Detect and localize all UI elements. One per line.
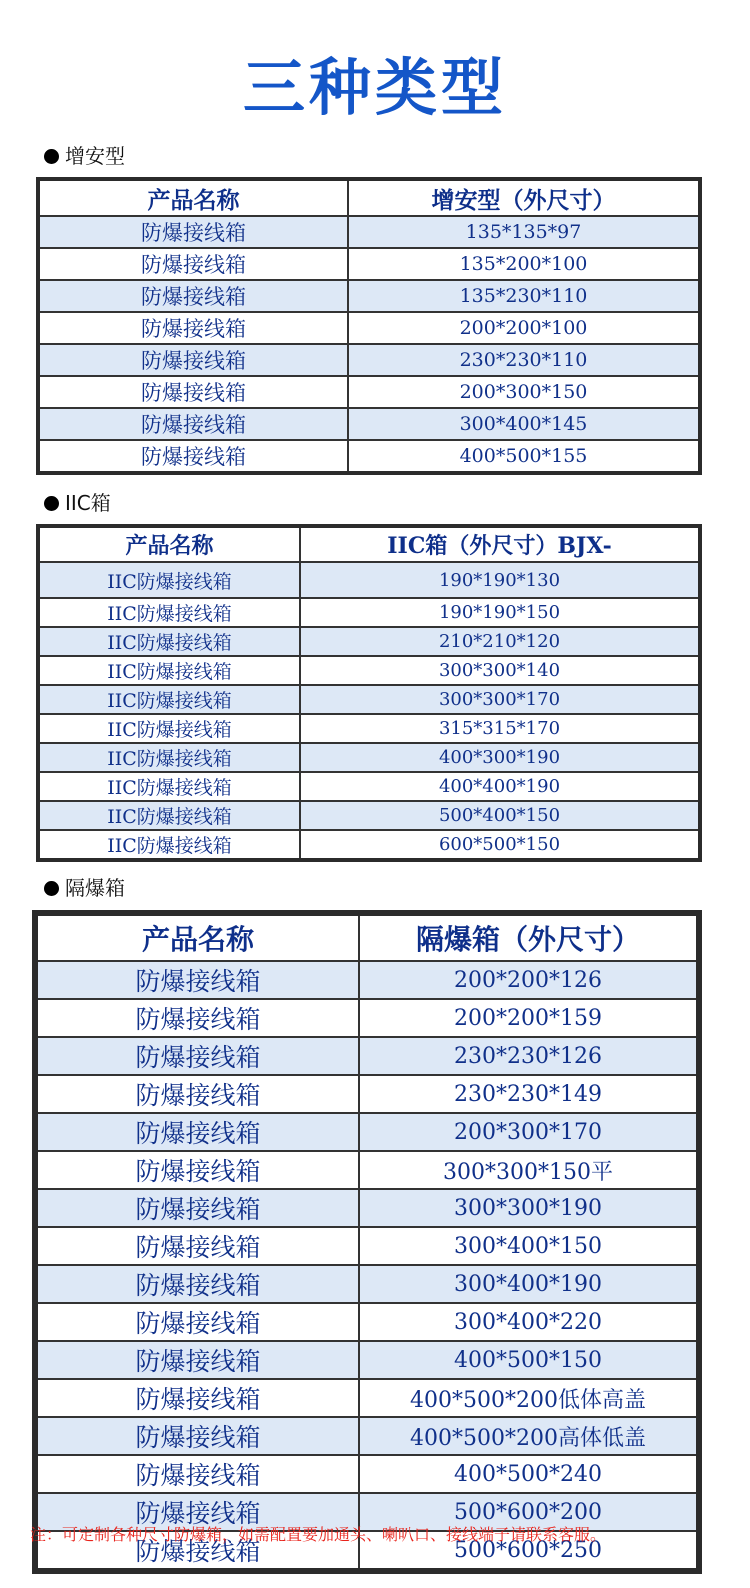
cell-size: 190*190*130 — [300, 562, 700, 598]
cell-product-name: IIC防爆接线箱 — [38, 714, 300, 743]
table-row — [38, 714, 700, 743]
bullet-icon — [44, 881, 59, 896]
table-row — [35, 999, 699, 1037]
table-header-row — [38, 179, 700, 216]
header-product-name: 产品名称 — [38, 179, 348, 216]
table-row — [38, 216, 700, 248]
table-row — [35, 1113, 699, 1151]
header-size: IIC箱（外尺寸）BJX- — [300, 526, 700, 562]
page-title: 三种类型 — [242, 51, 507, 124]
table-row — [38, 344, 700, 376]
section-label-gebao — [44, 872, 125, 901]
cell-product-name: 防爆接线箱 — [35, 1341, 359, 1379]
cell-product-name: 防爆接线箱 — [38, 248, 348, 280]
table-header-row — [38, 526, 700, 562]
cell-size: 400*400*190 — [300, 772, 700, 801]
table-row — [35, 1303, 699, 1341]
cell-size: 400*500*240 — [359, 1455, 699, 1493]
cell-product-name: 防爆接线箱 — [35, 1303, 359, 1341]
cell-size: 230*230*110 — [348, 344, 700, 376]
cell-product-name: 防爆接线箱 — [38, 280, 348, 312]
cell-size: 315*315*170 — [300, 714, 700, 743]
cell-size: 400*500*200高体低盖 — [359, 1417, 699, 1455]
cell-product-name: 防爆接线箱 — [35, 1531, 359, 1571]
cell-product-name: 防爆接线箱 — [35, 1265, 359, 1303]
cell-product-name: IIC防爆接线箱 — [38, 743, 300, 772]
header-product-name: 产品名称 — [38, 526, 300, 562]
cell-size: 135*230*110 — [348, 280, 700, 312]
section-label-text: 隔爆箱 — [65, 876, 125, 900]
cell-size: 190*190*150 — [300, 598, 700, 627]
cell-size: 300*400*220 — [359, 1303, 699, 1341]
cell-size: 500*600*250 — [359, 1531, 699, 1571]
cell-product-name: 防爆接线箱 — [35, 1493, 359, 1531]
table-row — [35, 961, 699, 999]
section-label-zengan — [44, 140, 125, 169]
cell-size: 135*135*97 — [348, 216, 700, 248]
table-row — [38, 801, 700, 830]
cell-product-name: 防爆接线箱 — [35, 999, 359, 1037]
table-row — [38, 280, 700, 312]
table-row — [38, 248, 700, 280]
table-gebao — [32, 910, 702, 1574]
cell-size: 200*200*159 — [359, 999, 699, 1037]
table-row — [38, 685, 700, 714]
cell-product-name: 防爆接线箱 — [35, 1227, 359, 1265]
cell-product-name: 防爆接线箱 — [38, 408, 348, 440]
cell-product-name: 防爆接线箱 — [35, 1037, 359, 1075]
cell-size: 300*300*190 — [359, 1189, 699, 1227]
cell-product-name: 防爆接线箱 — [38, 440, 348, 473]
table-row — [38, 312, 700, 344]
cell-product-name: 防爆接线箱 — [35, 1151, 359, 1189]
cell-product-name: 防爆接线箱 — [35, 961, 359, 999]
cell-size: 135*200*100 — [348, 248, 700, 280]
table-row — [38, 598, 700, 627]
cell-product-name: IIC防爆接线箱 — [38, 685, 300, 714]
cell-size: 400*500*155 — [348, 440, 700, 473]
cell-product-name: IIC防爆接线箱 — [38, 772, 300, 801]
table-row — [38, 440, 700, 473]
cell-product-name: 防爆接线箱 — [35, 1417, 359, 1455]
cell-size: 200*300*150 — [348, 376, 700, 408]
cell-size: 600*500*150 — [300, 830, 700, 860]
cell-product-name: 防爆接线箱 — [35, 1113, 359, 1151]
cell-size: 300*400*190 — [359, 1265, 699, 1303]
cell-product-name: IIC防爆接线箱 — [38, 627, 300, 656]
table-row — [38, 656, 700, 685]
table-row — [35, 1265, 699, 1303]
cell-product-name: 防爆接线箱 — [38, 376, 348, 408]
header-size: 隔爆箱（外尺寸） — [359, 913, 699, 961]
cell-product-name: 防爆接线箱 — [38, 216, 348, 248]
table-row — [38, 562, 700, 598]
cell-product-name: 防爆接线箱 — [35, 1075, 359, 1113]
cell-size: 230*230*149 — [359, 1075, 699, 1113]
table-row — [38, 408, 700, 440]
section-label-text: 增安型 — [65, 144, 125, 168]
cell-product-name: 防爆接线箱 — [35, 1455, 359, 1493]
cell-size: 500*400*150 — [300, 801, 700, 830]
header-product-name: 产品名称 — [35, 913, 359, 961]
cell-size: 210*210*120 — [300, 627, 700, 656]
header-size: 增安型（外尺寸） — [348, 179, 700, 216]
table-row — [35, 1037, 699, 1075]
table-row — [38, 627, 700, 656]
cell-product-name: IIC防爆接线箱 — [38, 562, 300, 598]
table-row — [35, 1189, 699, 1227]
cell-size: 400*500*200低体高盖 — [359, 1379, 699, 1417]
cell-size: 300*400*150 — [359, 1227, 699, 1265]
cell-size: 300*300*170 — [300, 685, 700, 714]
cell-size: 400*500*150 — [359, 1341, 699, 1379]
cell-size: 400*300*190 — [300, 743, 700, 772]
cell-product-name: IIC防爆接线箱 — [38, 830, 300, 860]
table-row — [35, 1379, 699, 1417]
cell-size: 500*600*200 — [359, 1493, 699, 1531]
cell-product-name: 防爆接线箱 — [35, 1379, 359, 1417]
table-row — [38, 772, 700, 801]
table-iic — [36, 524, 702, 862]
table-row — [38, 376, 700, 408]
cell-product-name: 防爆接线箱 — [35, 1189, 359, 1227]
cell-size: 200*200*100 — [348, 312, 700, 344]
cell-size: 200*200*126 — [359, 961, 699, 999]
table-row — [38, 743, 700, 772]
cell-product-name: IIC防爆接线箱 — [38, 801, 300, 830]
cell-product-name: 防爆接线箱 — [38, 344, 348, 376]
section-label-iic — [44, 487, 111, 516]
cell-product-name: IIC防爆接线箱 — [38, 656, 300, 685]
cell-product-name: 防爆接线箱 — [38, 312, 348, 344]
cell-size: 300*400*145 — [348, 408, 700, 440]
table-row — [35, 1417, 699, 1455]
cell-size: 230*230*126 — [359, 1037, 699, 1075]
table-row — [35, 1455, 699, 1493]
table-row — [35, 1075, 699, 1113]
footer-note: 注：可定制各种尺寸防爆箱，如需配置要加通头、喇叭口、接线端子请联系客服。 — [30, 1525, 607, 1544]
section-label-text: IIC箱 — [65, 491, 111, 515]
table-zengan — [36, 177, 702, 475]
table-row — [35, 1341, 699, 1379]
table-row — [35, 1227, 699, 1265]
table-row — [38, 830, 700, 860]
bullet-icon — [44, 496, 59, 511]
cell-product-name: IIC防爆接线箱 — [38, 598, 300, 627]
cell-size: 200*300*170 — [359, 1113, 699, 1151]
cell-size: 300*300*140 — [300, 656, 700, 685]
bullet-icon — [44, 149, 59, 164]
table-header-row — [35, 913, 699, 961]
cell-size: 300*300*150平 — [359, 1151, 699, 1189]
table-row — [35, 1151, 699, 1189]
